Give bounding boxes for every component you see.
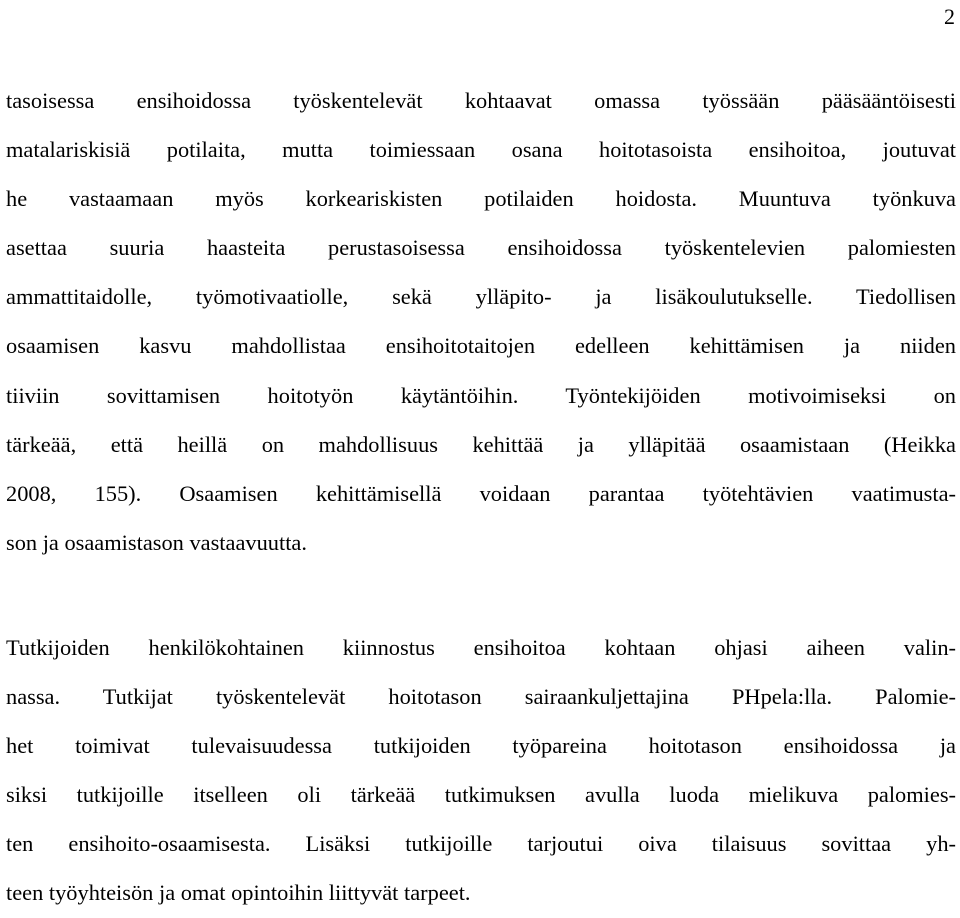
- text-line: tärkeää, että heillä on mahdollisuus kehittää ja ylläpitää osaamistaan (Heikka: [6, 431, 956, 457]
- text-line: 2008, 155). Osaamisen kehittämisellä voidaan parantaa työtehtävien vaatimusta-: [6, 480, 956, 506]
- page-number: 2: [944, 4, 955, 29]
- text-line: he vastaamaan myös korkeariskisten potilaiden hoidosta. Muuntuva työnkuva: [6, 186, 956, 212]
- text-line: asettaa suuria haasteita perustasoisessa ensihoidossa työskentelevien palomiesten: [6, 235, 956, 261]
- text-line: het toimivat tulevaisuudessa tutkijoiden työpareina hoitotason ensihoidossa ja: [6, 733, 956, 759]
- text-line-last: son ja osaamistason vastaavuutta.: [6, 529, 307, 555]
- text-line: matalariskisiä potilaita, mutta toimiessaan osana hoitotasoista ensihoitoa, joutuvat: [6, 137, 956, 163]
- text-line: Tutkijoiden henkilökohtainen kiinnostus ensihoitoa kohtaan ohjasi aiheen valin-: [6, 635, 956, 660]
- text-line: nassa. Tutkijat työskentelevät hoitotason sairaankuljettajina PHpela:lla. Palomie-: [6, 684, 956, 710]
- text-line: osaamisen kasvu mahdollistaa ensihoitotaitojen edelleen kehittämisen ja niiden: [6, 333, 956, 359]
- text-line: ten ensihoito-osaamisesta. Lisäksi tutkijoille tarjoutui oiva tilaisuus sovittaa yh-: [6, 831, 956, 857]
- text-line: tiiviin sovittamisen hoitotyön käytäntöihin. Työntekijöiden motivoimiseksi on: [6, 382, 956, 408]
- text-line: siksi tutkijoille itselleen oli tärkeää tutkimuksen avulla luoda mielikuva palomies-: [6, 782, 956, 808]
- paragraph: [6, 76, 956, 567]
- text-line: tasoisessa ensihoidossa työskentelevät kohtaavat omassa työssään pääsääntöisesti: [6, 88, 956, 113]
- text-line: ammattitaidolle, työmotivaatiolle, sekä ylläpito- ja lisäkoulutukselle. Tiedollisen: [6, 284, 956, 310]
- paragraph: [6, 623, 956, 918]
- text-line-last: teen työyhteisön ja omat opintoihin liittyvät tarpeet.: [6, 880, 471, 906]
